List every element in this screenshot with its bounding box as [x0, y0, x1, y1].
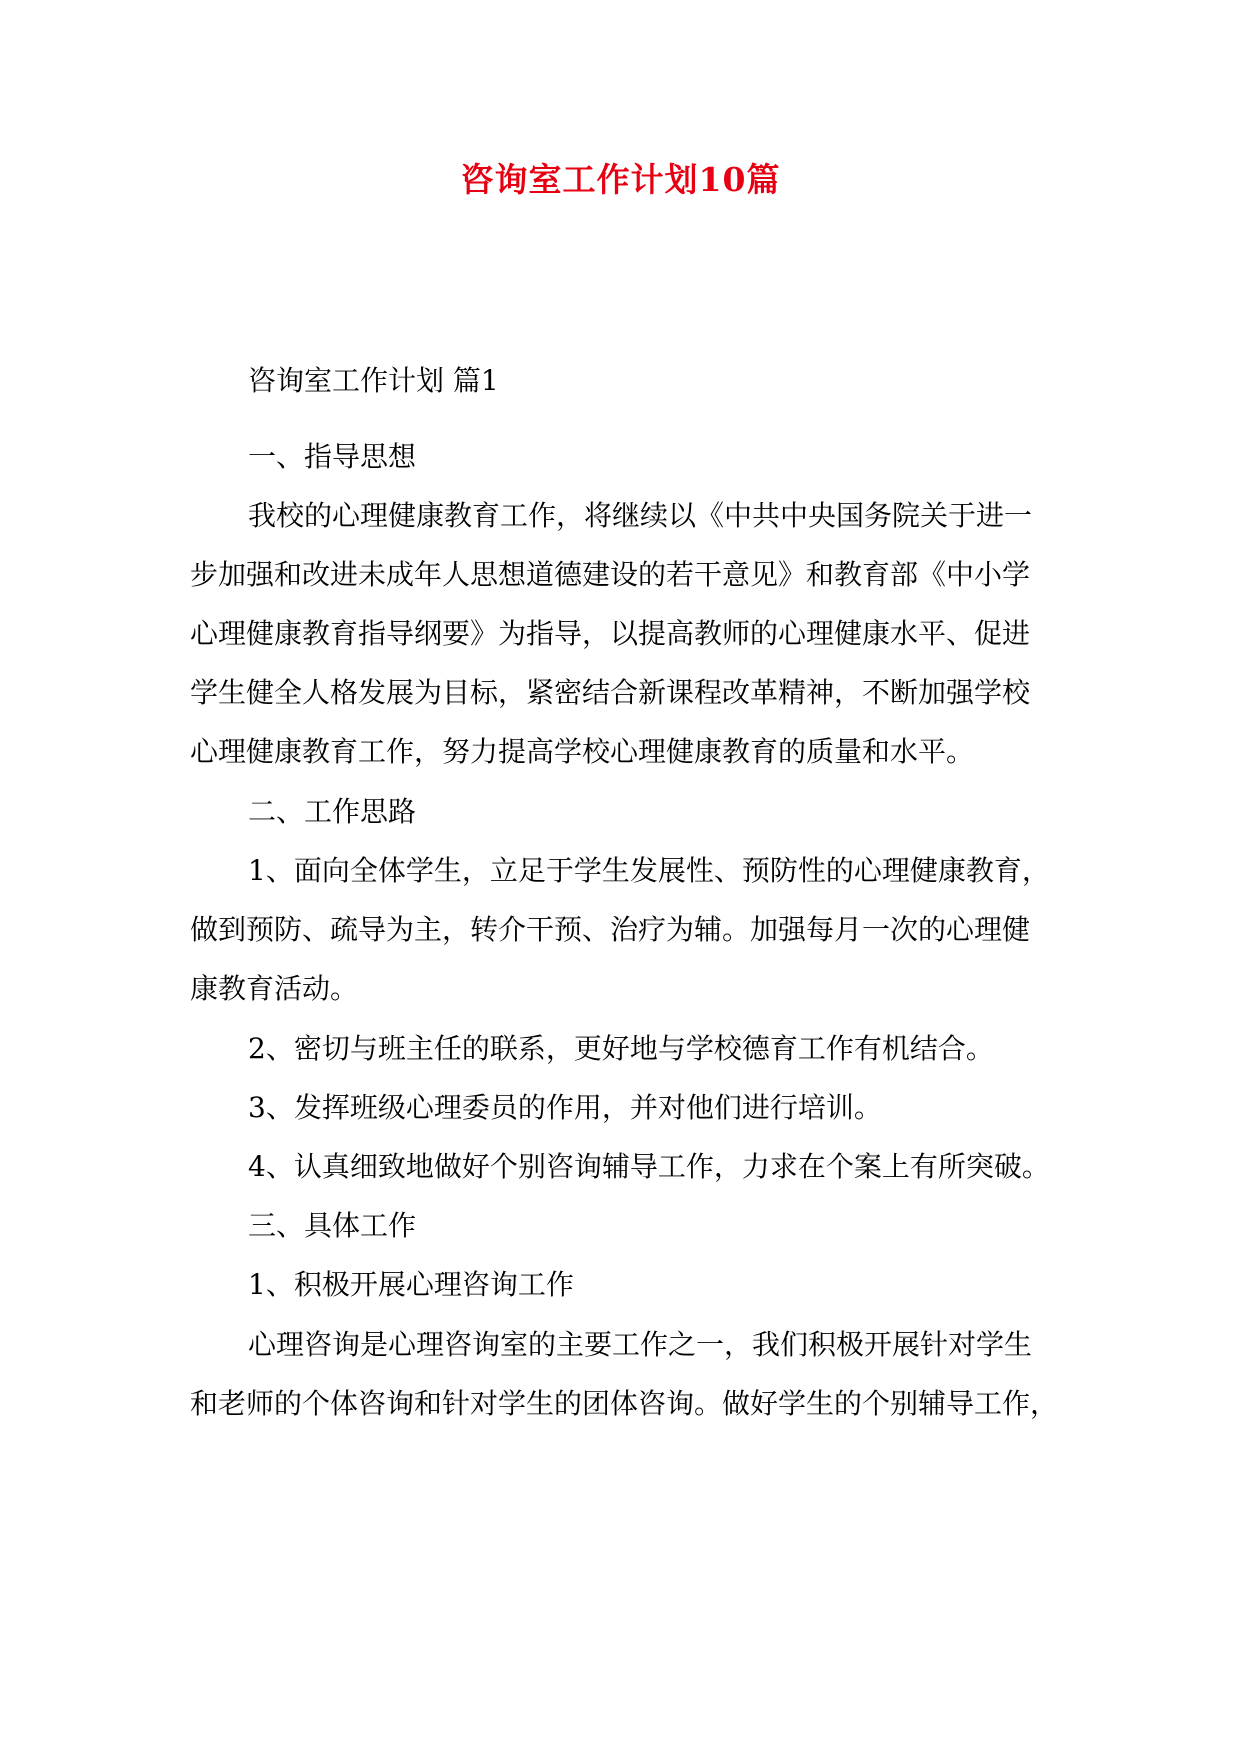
- paragraph-line: 心理健康教育指导纲要》为指导，以提高教师的心理健康水平、促进: [190, 617, 1031, 650]
- subheading-guiding-ideology: 一、指导思想: [248, 440, 417, 473]
- paragraph-line: 4、认真细致地做好个别咨询辅导工作，力求在个案上有所突破。: [248, 1150, 1050, 1183]
- paragraph-line: 3、发挥班级心理委员的作用，并对他们进行培训。: [248, 1091, 882, 1124]
- paragraph-line: 康教育活动。: [190, 972, 359, 1005]
- subheading-work-approach: 二、工作思路: [248, 795, 417, 828]
- paragraph-line: 我校的心理健康教育工作，将继续以《中共中央国务院关于进一: [248, 499, 1033, 532]
- paragraph-line: 心理健康教育工作，努力提高学校心理健康教育的质量和水平。: [190, 735, 975, 768]
- paragraph-line: 1、积极开展心理咨询工作: [248, 1268, 574, 1301]
- paragraph-line: 1、面向全体学生，立足于学生发展性、预防性的心理健康教育，: [248, 854, 1050, 887]
- paragraph-line: 做到预防、疏导为主，转介干预、治疗为辅。加强每月一次的心理健: [190, 913, 1031, 946]
- subheading-specific-work: 三、具体工作: [248, 1209, 417, 1242]
- paragraph-line: 步加强和改进未成年人思想道德建设的若干意见》和教育部《中小学: [190, 558, 1031, 591]
- paragraph-line: 2、密切与班主任的联系，更好地与学校德育工作有机结合。: [248, 1032, 994, 1065]
- paragraph-line: 心理咨询是心理咨询室的主要工作之一，我们积极开展针对学生: [248, 1328, 1033, 1361]
- section-heading: 咨询室工作计划 篇1: [248, 364, 499, 397]
- paragraph-line: 学生健全人格发展为目标，紧密结合新课程改革精神，不断加强学校: [190, 676, 1031, 709]
- paragraph-line: 和老师的个体咨询和针对学生的团体咨询。做好学生的个别辅导工作，: [190, 1387, 1059, 1420]
- document-title: 咨询室工作计划10篇: [460, 160, 781, 199]
